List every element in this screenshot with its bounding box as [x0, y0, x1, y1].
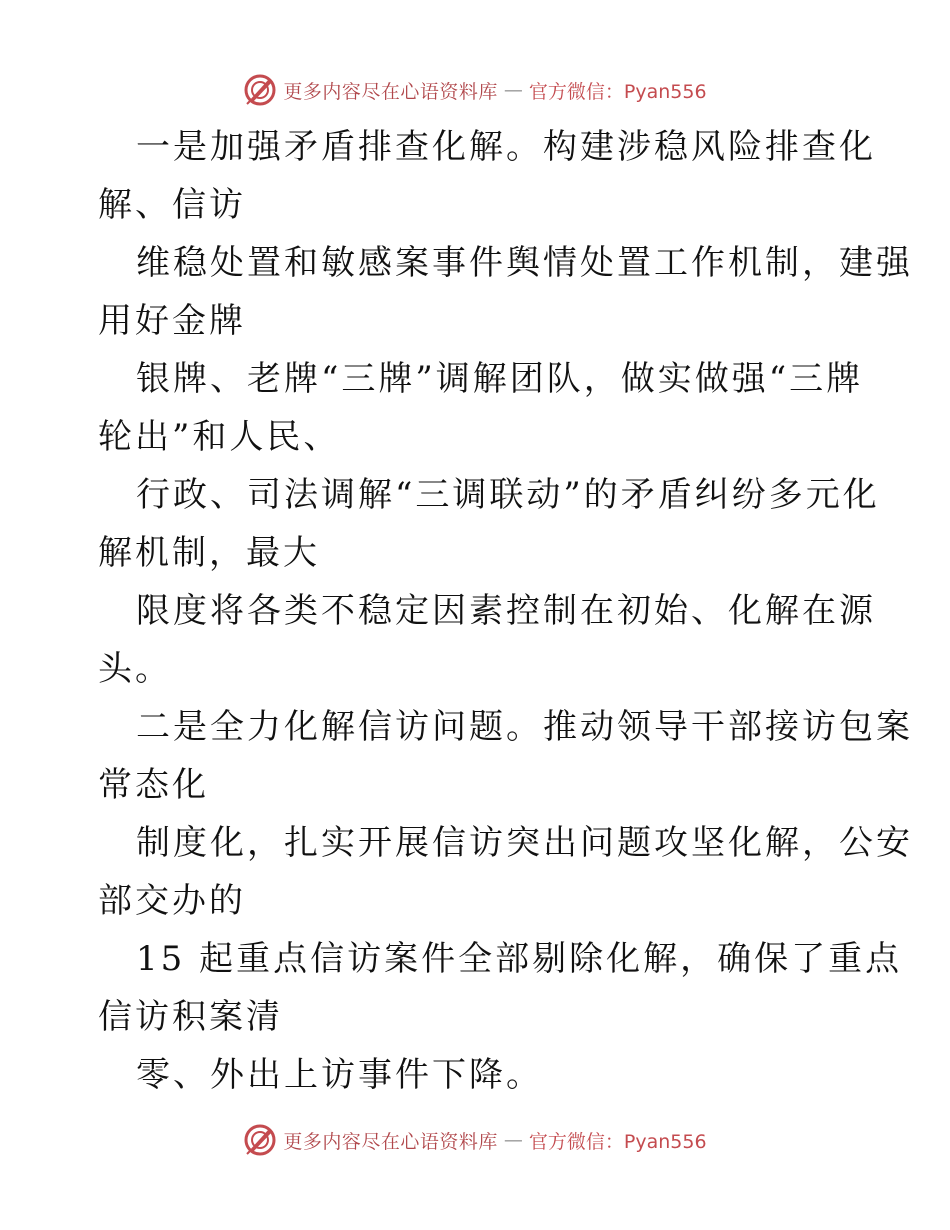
body-line: 行政、司法调解“三调联动”的矛盾纠纷多元化 [136, 475, 880, 515]
header-banner-text: 更多内容尽在心语资料库 [283, 80, 498, 103]
body-line: 二是全力化解信访问题。推动领导干部接访包案 [136, 707, 913, 747]
body-line: 解机制，最大 [98, 533, 320, 573]
quill-logo-icon [243, 73, 277, 107]
body-line: 部交办的 [98, 881, 246, 921]
body-line: 银牌、老牌“三牌”调解团队，做实做强“三牌 [136, 359, 864, 399]
body-line: 常态化 [98, 765, 209, 805]
body-line: 用好金牌 [98, 301, 246, 341]
body-line: 信访积案清 [98, 997, 283, 1037]
body-line: 轮出”和人民、 [98, 417, 341, 457]
document-body [98, 118, 913, 1104]
body-line: 维稳处置和敏感案事件舆情处置工作机制，建强 [136, 243, 913, 283]
footer-banner [0, 1120, 950, 1160]
header-separator: — [503, 79, 523, 101]
body-line: 头。 [98, 649, 172, 689]
footer-separator: — [503, 1129, 523, 1151]
header-contact-text: 官方微信：Pyan556 [528, 80, 707, 103]
header-banner [0, 70, 950, 110]
footer-banner-text: 更多内容尽在心语资料库 [283, 1130, 498, 1153]
body-line: 限度将各类不稳定因素控制在初始、化解在源 [136, 591, 876, 631]
footer-contact-text: 官方微信：Pyan556 [528, 1130, 707, 1153]
body-line: 零、外出上访事件下降。 [136, 1055, 543, 1095]
body-line: 15 起重点信访案件全部剔除化解，确保了重点 [136, 939, 903, 979]
body-line: 一是加强矛盾排查化解。构建涉稳风险排查化 [136, 127, 876, 167]
quill-logo-icon [243, 1123, 277, 1157]
body-line: 解、信访 [98, 185, 246, 225]
body-line: 制度化，扎实开展信访突出问题攻坚化解，公安 [136, 823, 913, 863]
